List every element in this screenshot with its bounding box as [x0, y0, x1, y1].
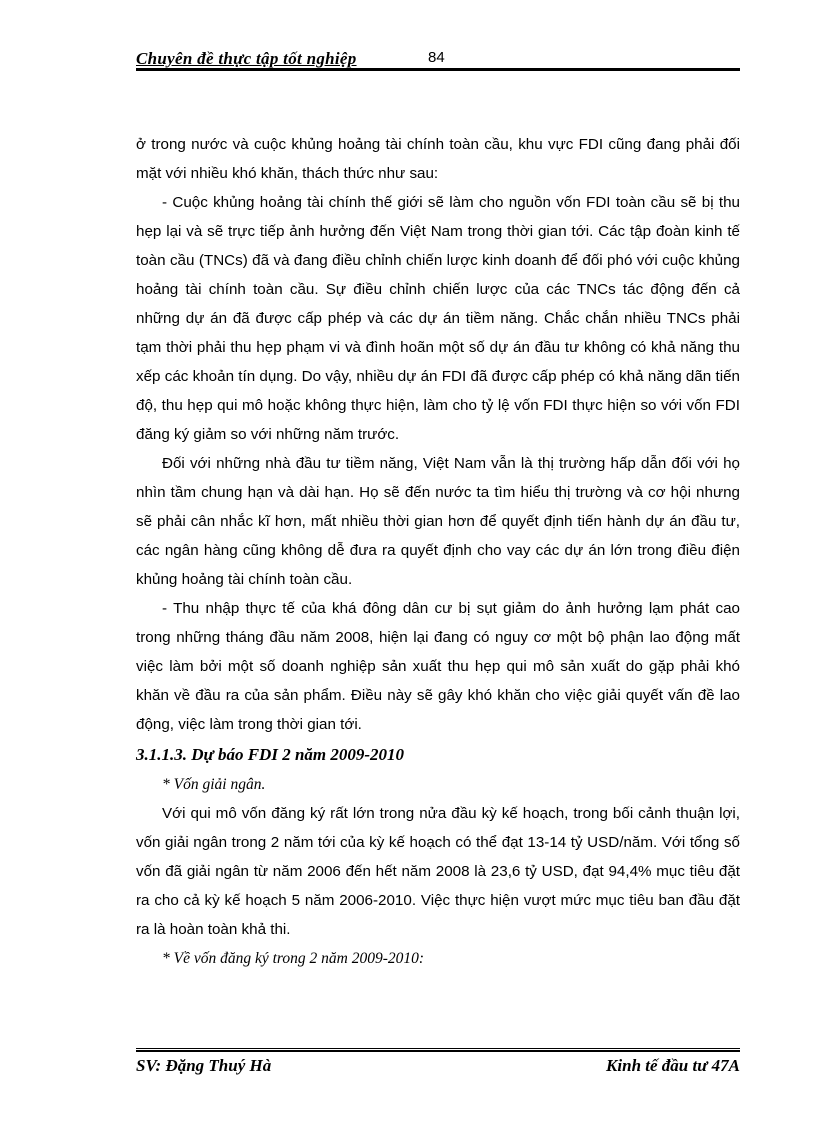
- page-number: 84: [428, 49, 445, 66]
- document-body: [136, 130, 740, 973]
- page-footer: [136, 1048, 740, 1078]
- body-paragraph: Đối với những nhà đầu tư tiềm năng, Việt Nam vẫn là thị trường hấp dẫn đối với họ nhìn tầm chung hạn và dài hạn. Họ sẽ đến nước ta tìm hiểu thị trường và cơ hội nhưng sẽ phải cân nhắc kĩ hơn, mất nhiều thời gian hơn để quyết định tiến hành dự án đầu tư, các ngân hàng cũng không dễ đưa ra quyết định cho vay các dự án lớn trong điều điện khủng hoảng tài chính toàn cầu.: [136, 455, 740, 588]
- footer-author: SV: Đặng Thuý Hà: [136, 1056, 272, 1075]
- footer-class: Kinh tế đầu tư 47A: [606, 1056, 740, 1075]
- subheading-disbursed-capital: * Vốn giải ngân.: [162, 776, 266, 793]
- header-divider: [136, 68, 740, 71]
- header-title: Chuyên đề thực tập tốt nghiệp: [136, 49, 357, 68]
- body-paragraph: ở trong nước và cuộc khủng hoảng tài chính toàn cầu, khu vực FDI cũng đang phải đối mặt với nhiều khó khăn, thách thức như sau:: [136, 136, 740, 182]
- body-paragraph: Với qui mô vốn đăng ký rất lớn trong nửa đầu kỳ kế hoạch, trong bối cảnh thuận lợi, vốn giải ngân trong 2 năm tới của kỳ kế hoạch có thể đạt 13-14 tỷ USD/năm. Với tổng số vốn đã giải ngân từ năm 2006 đến hết năm 2008 là 23,6 tỷ USD, đạt 94,4% mục tiêu đặt ra cho cả kỳ kế hoạch 5 năm 2006-2010. Việc thực hiện vượt mức mục tiêu ban đầu đặt ra là hoàn toàn khả thi.: [136, 805, 740, 938]
- body-paragraph: - Cuộc khủng hoảng tài chính thế giới sẽ làm cho nguồn vốn FDI toàn cầu sẽ bị thu hẹp lại và sẽ trực tiếp ảnh hưởng đến Việt Nam trong thời gian tới. Các tập đoàn kinh tế toàn cầu (TNCs) đã và đang điều chỉnh chiến lược kinh doanh để đối phó với cuộc khủng hoảng tài chính toàn cầu. Sự điều chỉnh chiến lược của các TNCs tác động đến cả những dự án đã được cấp phép và các dự án tiềm năng. Chắc chắn nhiều TNCs phải tạm thời phải thu hẹp phạm vi và đình hoãn một số dự án đầu tư không có khả năng thu xếp các khoản tín dụng. Do vậy, nhiều dự án FDI đã được cấp phép có khả năng dãn tiến độ, thu hẹp qui mô hoặc không thực hiện, làm cho tỷ lệ vốn FDI thực hiện so với vốn FDI đăng ký giảm so với những năm trước.: [136, 194, 740, 443]
- section-heading: 3.1.1.3. Dự báo FDI 2 năm 2009-2010: [136, 745, 405, 764]
- subheading-registered-capital: * Về vốn đăng ký trong 2 năm 2009-2010:: [162, 950, 425, 967]
- page-header: [136, 47, 740, 73]
- body-paragraph: - Thu nhập thực tế của khá đông dân cư bị sụt giảm do ảnh hưởng lạm phát cao trong những tháng đầu năm 2008, hiện lại đang có nguy cơ một bộ phận lao động mất việc làm bởi một số doanh nghiệp sản xuất thu hẹp qui mô sản xuất do gặp phải khó khăn về đầu ra của sản phẩm. Điều này sẽ gây khó khăn cho việc giải quyết vấn đề lao động, việc làm trong thời gian tới.: [136, 600, 740, 733]
- footer-divider: [136, 1048, 740, 1052]
